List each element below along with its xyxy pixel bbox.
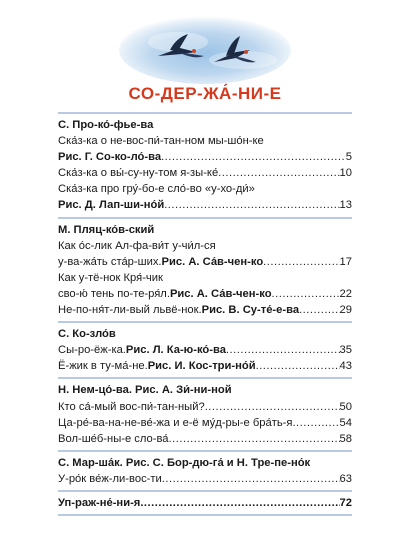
dot-leader xyxy=(292,415,339,431)
dot-leader xyxy=(272,286,340,302)
toc-entry xyxy=(58,254,352,270)
entry-illustrator: Рис. Л. Ка-ю-ко́-ва xyxy=(125,344,226,357)
section-author: М. Пляц-ко́в-ский xyxy=(58,223,155,236)
toc-section-nemtsova xyxy=(58,377,352,449)
table-of-contents xyxy=(58,112,352,516)
page-number: 29 xyxy=(339,304,352,317)
page-number: 58 xyxy=(339,432,352,445)
section-author: С. Мар-ша́к. Рис. С. Бор-дю-га́ и Н. Тре-пе-но́к xyxy=(58,456,311,469)
entry-illustrator: Рис. Г. Со-ко-ло́-ва xyxy=(58,151,162,164)
dot-leader xyxy=(299,302,339,318)
page-number: 43 xyxy=(339,360,352,373)
page-number: 10 xyxy=(339,167,352,180)
page-number: 5 xyxy=(345,151,352,164)
entry-title: Ца-ре́-ва-на-не-ве́-жа и е-ё му́д-ры-е бра́ть-я xyxy=(58,416,293,429)
toc-entry xyxy=(58,197,352,213)
toc-section-marshak xyxy=(58,450,352,490)
entry-illustrator: Рис. Д. Лап-ши-но́й xyxy=(58,199,165,212)
toc-entry xyxy=(58,358,352,374)
page-number: 22 xyxy=(339,287,352,300)
page-number: 50 xyxy=(339,400,352,413)
entry-title: сво-ю́ тень по-те-ря́л. xyxy=(58,287,170,300)
toc-entry-title: Ска́з-ка о не-вос-пи́-тан-ном мы-шо́н-ке xyxy=(58,135,264,148)
section-author: С. Ко-зло́в xyxy=(58,328,116,341)
entry-illustrator: Рис. А. Са́в-чен-ко xyxy=(169,287,272,300)
toc-section-kozlov xyxy=(58,321,352,377)
toc-section-plyatskovsky xyxy=(58,217,352,322)
toc-entry xyxy=(58,342,352,358)
toc-section-exercises xyxy=(58,490,352,516)
dot-leader xyxy=(161,149,346,165)
dot-leader xyxy=(226,342,340,358)
page-title: СО-ДЕР-ЖА́-НИ-Е xyxy=(128,84,282,103)
toc-entry xyxy=(58,286,352,302)
toc-entry xyxy=(58,165,352,181)
page-number: 17 xyxy=(339,255,352,268)
dot-leader xyxy=(140,495,339,511)
swallows-illustration xyxy=(118,12,292,84)
entry-title: Ё-жик в ту-ма́-не. xyxy=(58,360,148,373)
toc-section-prokofieva xyxy=(58,112,352,217)
entry-title: Ска́з-ка о вы́-су-ну-том я-зы-ке́ xyxy=(58,167,219,180)
dot-leader xyxy=(218,165,339,181)
dot-leader xyxy=(164,197,339,213)
dot-leader xyxy=(205,399,340,415)
toc-entry-title: Ска́з-ка про гру́-бо-е сло́-во «у-хо-ди́» xyxy=(58,183,255,196)
entry-illustrator: Рис. И. Кос-три-но́й xyxy=(147,360,256,373)
toc-entry-title: Как о́с-лик Ал-фа-ви́т у-чи́л-ся xyxy=(58,239,216,252)
page-number: 13 xyxy=(339,199,352,212)
entry-illustrator: Рис. В. Су-те́-е-ва xyxy=(201,304,300,317)
entry-illustrator: Рис. А. Са́в-чен-ко xyxy=(161,255,264,268)
entry-title: Вол-ше́б-ны-е сло-ва́ xyxy=(58,432,169,445)
entry-title: У-ро́к ве́ж-ли-вос-ти xyxy=(58,472,162,485)
toc-entry xyxy=(58,302,352,318)
toc-entry xyxy=(58,471,352,487)
entry-title: у-ва-жа́ть ста́р-ших. xyxy=(58,255,162,268)
section-author: С. Про-ко́-фье-ва xyxy=(58,119,154,131)
section-author: Н. Нем-цо́-ва. Рис. А. Зи́-ни-ной xyxy=(58,384,232,397)
toc-entry xyxy=(58,431,352,447)
toc-entry-title: Как у-тё-нок Кря́-чик xyxy=(58,271,163,284)
toc-entry xyxy=(58,399,352,415)
toc-entry-exercises xyxy=(58,495,352,511)
entry-title: Кто са́-мый вос-пи́-тан-ный? xyxy=(58,400,205,413)
entry-title: Сы-ро-ёж-ка. xyxy=(58,344,126,357)
entry-title: Не-по-ня́т-ли-вый львё-нок. xyxy=(58,304,202,317)
page-number: 72 xyxy=(339,496,352,509)
page-number: 54 xyxy=(339,416,352,429)
dot-leader xyxy=(162,471,340,487)
page-number: 35 xyxy=(339,344,352,357)
toc-entry xyxy=(58,415,352,431)
dot-leader xyxy=(169,431,340,447)
entry-title: Уп-раж-не́-ни-я xyxy=(58,496,141,509)
toc-entry xyxy=(58,149,352,165)
page-number: 63 xyxy=(339,472,352,485)
dot-leader xyxy=(256,358,340,374)
dot-leader xyxy=(263,254,339,270)
